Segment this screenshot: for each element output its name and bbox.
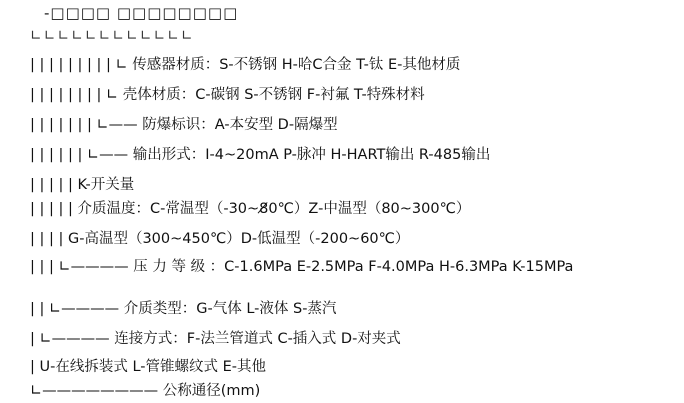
tree-bars: | | | | | [30, 201, 73, 217]
tree-bars: | [30, 359, 35, 375]
spec-text: 传感器材质：S-不锈钢 H-哈C合金 T-钛 E-其他材质 [132, 57, 461, 73]
spec-row-explosion-proof [30, 116, 338, 134]
spec-row-shell-material [30, 86, 425, 104]
spec-row-connection-type-extra [30, 358, 266, 376]
code-underline-row: ∟∟∟∟∟∟∟∟∟∟∟∟ [30, 28, 195, 44]
tree-lead: ∟ [105, 87, 119, 103]
tree-bars: | | | | [30, 231, 64, 247]
tree-bars: | | | | | | | [30, 117, 92, 133]
spec-text: 介质温度：C-常温型（-30~8̸0℃）Z-中温型（80~300℃） [77, 201, 471, 217]
tree-lead: ∟———— [39, 331, 110, 347]
tree-bars: | | | [30, 259, 54, 275]
spec-text: 输出形式：I-4~20mA P-脉冲 H-HART输出 R-485输出 [132, 147, 491, 163]
spec-text: 连接方式：F-法兰管道式 C-插入式 D-对夹式 [114, 331, 401, 347]
tree-lead: ∟ [115, 57, 128, 73]
spec-row-temperature-range [30, 230, 409, 248]
spec-text: 壳体材质：C-碳钢 S-不锈钢 F-衬氟 T-特殊材料 [122, 87, 425, 103]
spec-text: K-开关量 [77, 177, 135, 193]
spec-row-sensor-material [30, 56, 460, 74]
tree-bars: | | | | | [30, 177, 73, 193]
tree-bars: | | [30, 301, 45, 317]
spec-row-nominal-diameter [30, 382, 260, 400]
tree-lead: ∟———————— [30, 383, 159, 399]
spec-text: 介质类型：G-气体 L-液体 S-蒸汽 [123, 301, 337, 317]
spec-row-switch-output [30, 176, 134, 194]
tree-lead: ∟—— [86, 147, 129, 163]
spec-row-output-form [30, 146, 490, 164]
tree-bars: | [30, 331, 35, 347]
spec-text: 公称通径(mm) [162, 383, 261, 399]
tree-bars: | | | | | | [30, 147, 83, 163]
spec-row-connection-type [30, 330, 401, 348]
spec-row-medium-temperature [30, 200, 470, 218]
spec-row-pressure-grade [30, 258, 670, 276]
tree-lead: ∟———— [58, 259, 129, 275]
tree-bars: | | | | | | | | [30, 87, 102, 103]
page-title: -□□□□ □□□□□□□□ [44, 4, 239, 22]
tree-lead: ∟—— [96, 117, 138, 133]
spec-row-medium-type [30, 300, 336, 318]
tree-bars: | | | | | | | | | [30, 57, 111, 73]
spec-text: 防爆标识：A-本安型 D-隔爆型 [142, 117, 338, 133]
spec-text: U-在线拆装式 L-管锥螺纹式 E-其他 [39, 359, 267, 375]
tree-lead: ∟———— [49, 301, 120, 317]
spec-text: G-高温型（300~450℃）D-低温型（-200~60℃） [67, 231, 410, 247]
spec-text: 压 力 等 级 ：C-1.6MPa E-2.5MPa F-4.0MPa H-6.3MPa K-15MPa [133, 259, 574, 275]
